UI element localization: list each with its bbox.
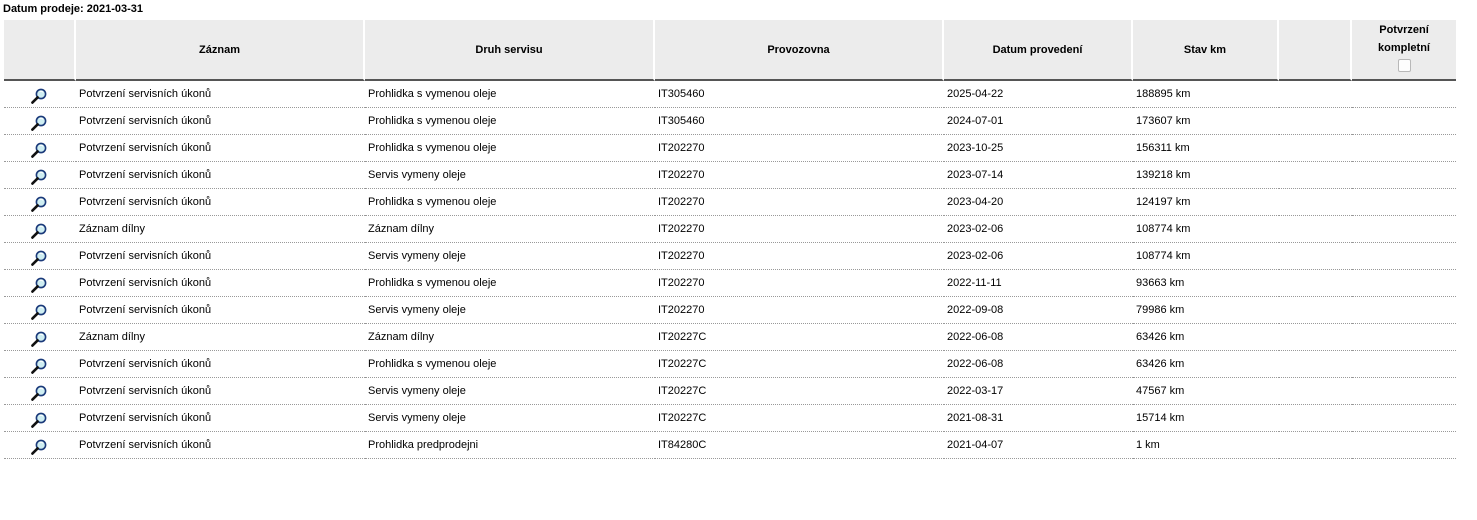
table-row [4,270,1456,297]
row-action-cell [4,351,76,378]
record-cell: Potvrzení servisních úkonů [76,81,365,108]
workshop-cell: IT84280C [655,432,944,459]
magnifier-icon[interactable] [30,411,48,429]
mileage-cell: 63426 km [1133,324,1279,351]
magnifier-icon[interactable] [30,303,48,321]
date-performed-cell: 2022-06-08 [944,324,1133,351]
date-performed-cell: 2023-02-06 [944,216,1133,243]
workshop-cell: IT20227C [655,378,944,405]
date-performed-cell: 2022-09-08 [944,297,1133,324]
service-type-cell: Prohlidka s vymenou oleje [365,351,655,378]
date-performed-cell: 2023-04-20 [944,189,1133,216]
service-type-cell: Servis vymeny oleje [365,297,655,324]
row-action-cell [4,270,76,297]
magnifier-icon[interactable] [30,168,48,186]
workshop-cell: IT202270 [655,189,944,216]
mileage-cell: 47567 km [1133,378,1279,405]
column-header-service-type: Druh servisu [365,20,655,81]
date-performed-cell: 2022-11-11 [944,270,1133,297]
row-action-cell [4,189,76,216]
confirm-complete-cell [1352,324,1456,351]
confirm-complete-cell [1352,81,1456,108]
magnifier-icon[interactable] [30,114,48,132]
blank-cell [1279,108,1352,135]
row-action-cell [4,216,76,243]
workshop-cell: IT202270 [655,243,944,270]
column-header-date-performed: Datum provedení [944,20,1133,81]
magnifier-icon[interactable] [30,195,48,213]
confirm-complete-cell [1352,432,1456,459]
service-type-cell: Prohlidka s vymenou oleje [365,81,655,108]
row-action-cell [4,162,76,189]
blank-cell [1279,81,1352,108]
column-header-workshop: Provozovna [655,20,944,81]
magnifier-icon[interactable] [30,384,48,402]
service-type-cell: Prohlidka s vymenou oleje [365,270,655,297]
row-action-cell [4,378,76,405]
magnifier-icon[interactable] [30,87,48,105]
table-row [4,351,1456,378]
table-header [4,20,1456,81]
service-type-cell: Prohlidka s vymenou oleje [365,108,655,135]
confirm-complete-label-line2: kompletní [1378,42,1430,54]
confirm-complete-label-line1: Potvrzení [1379,24,1429,36]
mileage-cell: 156311 km [1133,135,1279,162]
magnifier-icon[interactable] [30,330,48,348]
mileage-cell: 15714 km [1133,405,1279,432]
table-row [4,108,1456,135]
record-cell: Záznam dílny [76,324,365,351]
blank-cell [1279,216,1352,243]
mileage-cell: 188895 km [1133,81,1279,108]
service-type-cell: Záznam dílny [365,216,655,243]
row-action-cell [4,108,76,135]
magnifier-icon[interactable] [30,141,48,159]
service-type-cell: Prohlidka s vymenou oleje [365,189,655,216]
service-type-cell: Servis vymeny oleje [365,243,655,270]
confirm-complete-cell [1352,108,1456,135]
workshop-cell: IT305460 [655,81,944,108]
mileage-cell: 79986 km [1133,297,1279,324]
magnifier-icon[interactable] [30,438,48,456]
column-header-action [4,20,76,81]
table-row [4,405,1456,432]
mileage-cell: 124197 km [1133,189,1279,216]
table-row [4,189,1456,216]
service-type-cell: Servis vymeny oleje [365,162,655,189]
service-type-cell: Prohlidka s vymenou oleje [365,135,655,162]
confirm-complete-checkbox[interactable] [1398,59,1411,72]
confirm-complete-cell [1352,216,1456,243]
record-cell: Potvrzení servisních úkonů [76,432,365,459]
table-row [4,432,1456,459]
date-performed-cell: 2023-10-25 [944,135,1133,162]
workshop-cell: IT20227C [655,405,944,432]
mileage-cell: 173607 km [1133,108,1279,135]
mileage-cell: 108774 km [1133,243,1279,270]
date-performed-cell: 2021-08-31 [944,405,1133,432]
service-type-cell: Záznam dílny [365,324,655,351]
service-type-cell: Servis vymeny oleje [365,405,655,432]
record-cell: Potvrzení servisních úkonů [76,351,365,378]
magnifier-icon[interactable] [30,357,48,375]
date-performed-cell: 2025-04-22 [944,81,1133,108]
record-cell: Potvrzení servisních úkonů [76,405,365,432]
blank-cell [1279,324,1352,351]
blank-cell [1279,162,1352,189]
table-row [4,216,1456,243]
table-row [4,81,1456,108]
workshop-cell: IT202270 [655,135,944,162]
column-header-confirm-complete [1352,20,1456,81]
blank-cell [1279,432,1352,459]
mileage-cell: 108774 km [1133,216,1279,243]
service-history-table [4,20,1456,459]
record-cell: Potvrzení servisních úkonů [76,135,365,162]
column-header-mileage: Stav km [1133,20,1279,81]
confirm-complete-cell [1352,270,1456,297]
table-row [4,324,1456,351]
date-performed-cell: 2022-06-08 [944,351,1133,378]
row-action-cell [4,243,76,270]
workshop-cell: IT20227C [655,351,944,378]
service-type-cell: Servis vymeny oleje [365,378,655,405]
workshop-cell: IT202270 [655,270,944,297]
record-cell: Potvrzení servisních úkonů [76,189,365,216]
mileage-cell: 93663 km [1133,270,1279,297]
blank-cell [1279,135,1352,162]
blank-cell [1279,405,1352,432]
row-action-cell [4,135,76,162]
workshop-cell: IT20227C [655,324,944,351]
table-row [4,162,1456,189]
row-action-cell [4,297,76,324]
workshop-cell: IT202270 [655,162,944,189]
date-performed-cell: 2023-07-14 [944,162,1133,189]
date-performed-cell: 2024-07-01 [944,108,1133,135]
blank-cell [1279,351,1352,378]
date-performed-cell: 2023-02-06 [944,243,1133,270]
row-action-cell [4,81,76,108]
mileage-cell: 1 km [1133,432,1279,459]
row-action-cell [4,405,76,432]
blank-cell [1279,270,1352,297]
record-cell: Potvrzení servisních úkonů [76,243,365,270]
confirm-complete-cell [1352,297,1456,324]
service-type-cell: Prohlidka predprodejni [365,432,655,459]
blank-cell [1279,189,1352,216]
table-row [4,378,1456,405]
confirm-complete-cell [1352,243,1456,270]
table-row [4,135,1456,162]
blank-cell [1279,297,1352,324]
confirm-complete-cell [1352,135,1456,162]
confirm-complete-cell [1352,162,1456,189]
mileage-cell: 63426 km [1133,351,1279,378]
sale-date-label: Datum prodeje: 2021-03-31 [3,3,143,15]
confirm-complete-cell [1352,405,1456,432]
record-cell: Potvrzení servisních úkonů [76,297,365,324]
workshop-cell: IT202270 [655,297,944,324]
confirm-complete-cell [1352,378,1456,405]
mileage-cell: 139218 km [1133,162,1279,189]
column-header-blank [1279,20,1352,81]
row-action-cell [4,432,76,459]
magnifier-icon[interactable] [30,249,48,267]
confirm-complete-cell [1352,351,1456,378]
table-row [4,243,1456,270]
record-cell: Záznam dílny [76,216,365,243]
date-performed-cell: 2022-03-17 [944,378,1133,405]
magnifier-icon[interactable] [30,276,48,294]
row-action-cell [4,324,76,351]
workshop-cell: IT305460 [655,108,944,135]
table-body [4,81,1456,459]
blank-cell [1279,378,1352,405]
date-performed-cell: 2021-04-07 [944,432,1133,459]
record-cell: Potvrzení servisních úkonů [76,378,365,405]
blank-cell [1279,243,1352,270]
workshop-cell: IT202270 [655,216,944,243]
record-cell: Potvrzení servisních úkonů [76,108,365,135]
record-cell: Potvrzení servisních úkonů [76,162,365,189]
confirm-complete-cell [1352,189,1456,216]
record-cell: Potvrzení servisních úkonů [76,270,365,297]
column-header-record: Záznam [76,20,365,81]
table-row [4,297,1456,324]
magnifier-icon[interactable] [30,222,48,240]
